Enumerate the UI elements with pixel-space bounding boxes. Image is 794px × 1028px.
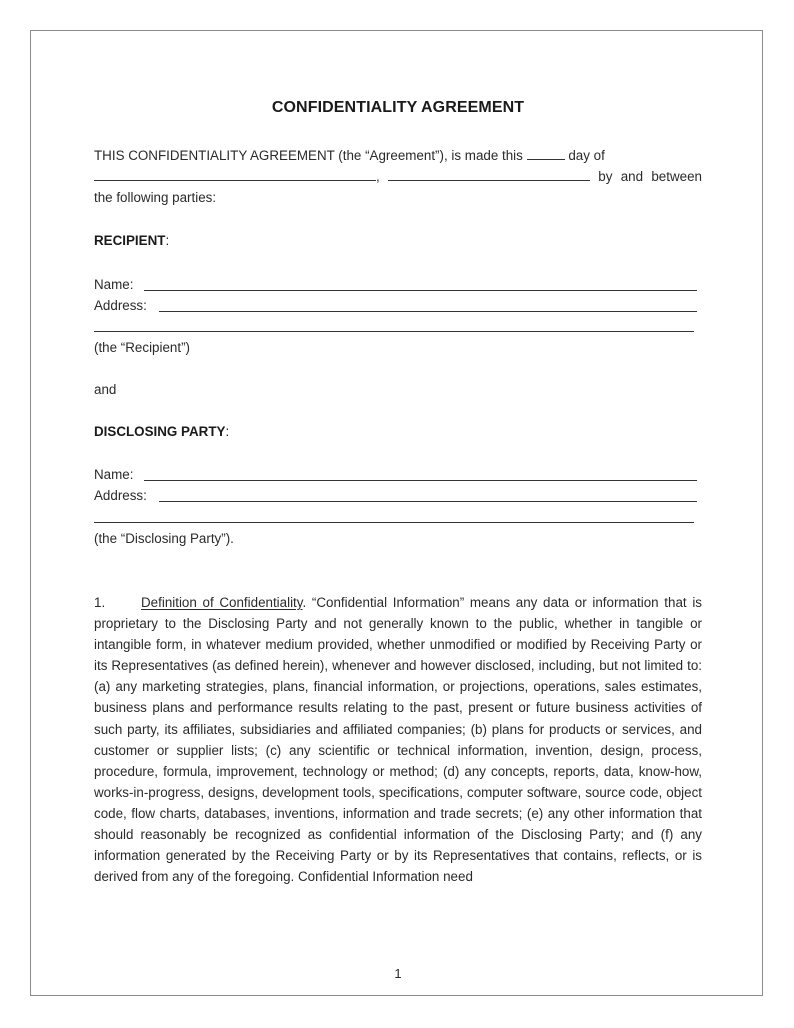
recipient-name-line[interactable] — [144, 290, 697, 291]
day-blank[interactable] — [527, 146, 565, 160]
section-1-number: 1. — [94, 595, 106, 610]
recipient-heading — [94, 230, 169, 251]
section-1-paragraph — [94, 592, 702, 887]
recipient-designation: (the “Recipient”) — [94, 340, 190, 355]
section-1-body: . “Confidential Information” means any data or information that is proprietary to the Disclosing Party and not generally known to the public, whether in tangible or intangible form, in whatever medium provided, whether unmodified or modified by Receiving Party or its Representatives (as defined herein), whenever and however disclosed, including, but not limited to: (a) any marketing strategies, plans, financial information, or projections, operations, sales estimates, business plans and performance results relating to the past, present or future business activities of such party, its affiliates, subsidiaries and affiliated companies; (b) plans for products or services, and customer or supplier lists; (c) any scientific or technical information, invention, design, process, procedure, formula, improvement, technology or method; (d) any concepts, reports, data, know-how, works-in-progress, designs, development tools, specifications, computer software, source code, object code, flow charts, databases, inventions, information and trade secrets; (e) any other information that should reasonably be recognized as confidential information of the Disclosing Party; and (f) any information generated by the Receiving Party or by its Representatives that contains, reflects, or is derived from any of the foregoing. Confidential Information need — [94, 595, 702, 885]
month-blank[interactable] — [94, 167, 376, 181]
year-blank[interactable] — [388, 167, 590, 181]
disclosing-name-field — [94, 464, 700, 485]
recipient-address-field — [94, 295, 700, 316]
page-number: 1 — [394, 966, 402, 981]
disclosing-address-label: Address: — [94, 488, 147, 503]
recipient-address-label: Address: — [94, 298, 147, 313]
disclosing-address-field — [94, 485, 700, 506]
disclosing-address-line-2[interactable] — [94, 522, 694, 523]
document-title: CONFIDENTIALITY AGREEMENT — [271, 99, 525, 116]
disclosing-address-line[interactable] — [159, 501, 697, 502]
intro-text-part1: THIS CONFIDENTIALITY AGREEMENT (the “Agreement”), is made this — [94, 148, 523, 163]
section-1-heading: Definition of Confidentiality — [141, 595, 303, 610]
disclosing-name-label: Name: — [94, 467, 134, 482]
disclosing-designation: (the “Disclosing Party”). — [94, 531, 234, 546]
disclosing-name-line[interactable] — [144, 480, 697, 481]
recipient-heading-text: RECIPIENT — [94, 233, 166, 248]
intro-paragraph — [94, 145, 702, 208]
recipient-name-label: Name: — [94, 277, 134, 292]
intro-text-part4: by and between the following parties: — [94, 169, 702, 205]
intro-text-part3: , — [376, 169, 380, 184]
disclosing-heading-colon: : — [225, 424, 230, 439]
document-page — [30, 30, 763, 996]
conjunction-and: and — [94, 382, 117, 397]
recipient-address-line-2[interactable] — [94, 331, 694, 332]
recipient-address-line[interactable] — [159, 311, 697, 312]
recipient-name-field — [94, 274, 700, 295]
intro-text-part2: day of — [568, 148, 605, 163]
disclosing-party-heading — [94, 421, 229, 442]
recipient-heading-colon: : — [165, 233, 170, 248]
disclosing-heading-text: DISCLOSING PARTY — [94, 424, 226, 439]
